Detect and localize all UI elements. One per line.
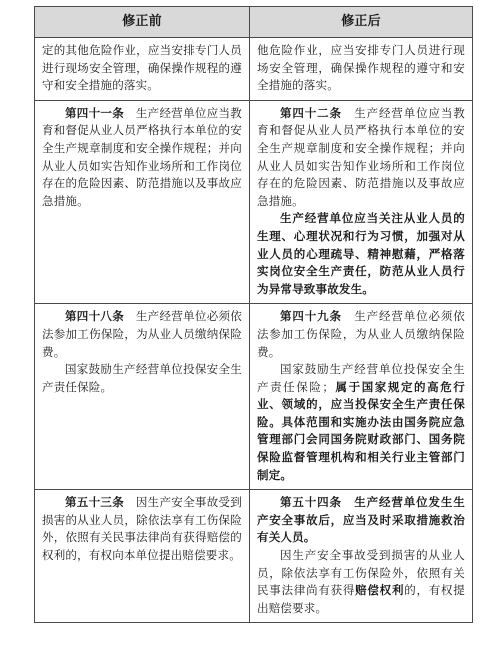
comparison-row bbox=[35, 304, 473, 490]
clause-paragraph bbox=[257, 361, 465, 484]
cell-before bbox=[35, 38, 250, 101]
clause-paragraph bbox=[42, 308, 242, 361]
comparison-body bbox=[35, 38, 473, 623]
comparison-table bbox=[34, 6, 473, 623]
article-number: 第四十九条 bbox=[280, 309, 342, 324]
cell-before bbox=[35, 100, 250, 304]
cell-after bbox=[250, 490, 473, 623]
amended-text: 生产经营单位应当关注从业人员的生理、心理状况和行为习惯，加强对从业人员的心理疏导、精神慰藉，严格落实岗位安全生产责任，防范从业人员行为异常导致事故发生。 bbox=[257, 211, 465, 296]
clause-paragraph bbox=[257, 547, 465, 617]
clause-text: 生产经营单位必须依法参加工伤保险，为从业人员缴纳保险费。 bbox=[257, 309, 466, 359]
amended-text: 属于国家规定的高危行业、领域的，应当投保安全生产责任保险。具体范围和实施办法由国务院应急管理部门会同国务院财政部门、国务院保险监督管理机构和相关行业主管部门制定。 bbox=[257, 379, 466, 482]
comparison-row bbox=[35, 490, 473, 623]
cell-after bbox=[250, 100, 473, 304]
clause-paragraph bbox=[42, 361, 242, 396]
clause-paragraph bbox=[257, 105, 465, 211]
clause-text: 因生产安全事故受到损害的从业人员，除依法享有工伤保险外，依照有关民事法律尚有获得赔偿的权利的，有权向本单位提出赔偿要求。 bbox=[42, 495, 243, 563]
cell-before bbox=[35, 304, 250, 490]
clause-paragraph bbox=[257, 494, 465, 547]
clause-text: 生产经营单位应当教育和督促从业人员严格执行本单位的安全生产规章制度和安全操作规程；并向从业人员如实告知作业场所和工作岗位存在的危险因素、防范措施以及事故应急措施。 bbox=[42, 105, 243, 208]
comparison-row bbox=[35, 100, 473, 304]
cell-after bbox=[250, 38, 473, 101]
column-header-before: 修正前 bbox=[35, 7, 250, 38]
clause-paragraph bbox=[42, 494, 242, 564]
cell-after bbox=[250, 304, 473, 490]
amended-text: 生产经营单位发生生产安全事故后，应当及时采取措施救治有关人员。 bbox=[257, 495, 465, 545]
clause-text: 的，有权提出赔偿要求。 bbox=[257, 583, 465, 615]
clause-text bbox=[342, 495, 354, 509]
clause-paragraph bbox=[42, 105, 242, 211]
clause-text: 他危险作业，应当安排专门人员进行现场安全管理，确保操作规程的遵守和安全措施的落实。 bbox=[257, 43, 465, 93]
article-number: 第五十四条 bbox=[280, 495, 342, 510]
clause-paragraph bbox=[257, 42, 465, 95]
clause-text: 生产经营单位必须依法参加工伤保险，为从业人员缴纳保险费。 bbox=[42, 309, 243, 359]
clause-text: 国家鼓励生产经营单位投保安全生产责任保险； bbox=[257, 362, 465, 394]
amended-text: 赔偿权利 bbox=[355, 583, 405, 598]
header-row bbox=[35, 7, 473, 38]
clause-text: 定的其他危险作业，应当安排专门人员进行现场安全管理，确保操作规程的遵守和安全措施的落实。 bbox=[42, 43, 242, 93]
clause-text: 国家鼓励生产经营单位投保安全生产责任保险。 bbox=[42, 362, 242, 394]
article-number: 第四十八条 bbox=[65, 309, 125, 324]
article-number: 第四十二条 bbox=[280, 105, 342, 120]
article-number: 第五十三条 bbox=[65, 495, 125, 510]
clause-paragraph bbox=[42, 42, 242, 95]
clause-text: 因生产安全事故受到损害的从业人员，除依法享有工伤保险外，依照有关民事法律尚有获得 bbox=[257, 548, 465, 598]
clause-text: 生产经营单位应当教育和督促从业人员严格执行本单位的安全生产规章制度和安全操作规程；并向从业人员如实告知作业场所和工作岗位存在的危险因素、防范措施以及事故应急措施。 bbox=[257, 105, 466, 208]
column-header-after: 修正后 bbox=[250, 7, 473, 38]
cell-before bbox=[35, 490, 250, 623]
comparison-row bbox=[35, 38, 473, 101]
clause-paragraph bbox=[257, 308, 465, 361]
article-number: 第四十一条 bbox=[65, 105, 125, 120]
clause-paragraph bbox=[257, 210, 465, 298]
